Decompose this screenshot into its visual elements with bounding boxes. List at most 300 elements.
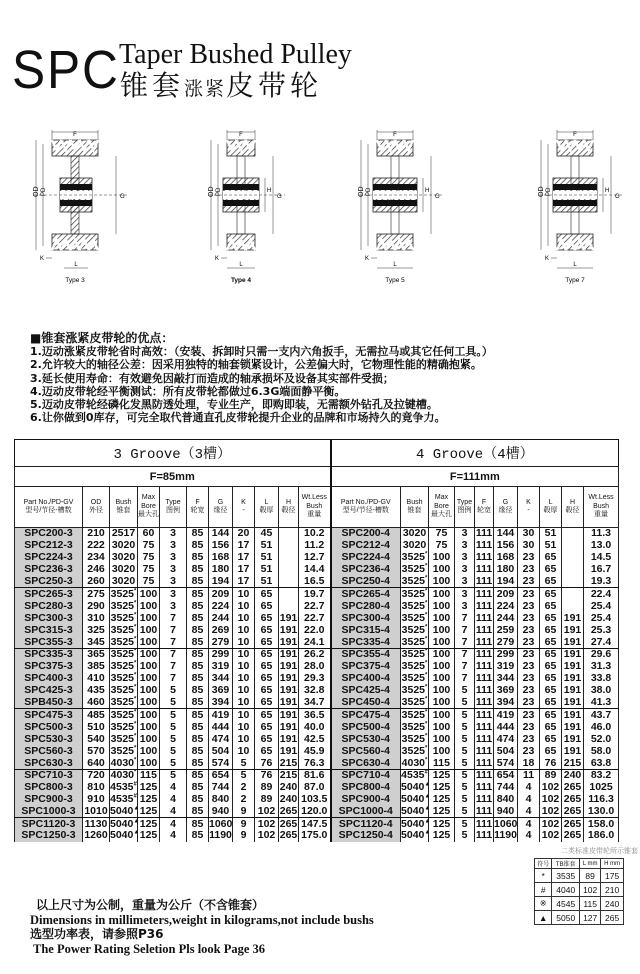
k-value: 5: [233, 757, 255, 769]
bush-value: 3525*: [401, 551, 428, 564]
type-value: 7: [160, 636, 187, 648]
part-number: SPC710-4: [331, 769, 401, 781]
h-value: [562, 576, 584, 588]
table-row: [15, 636, 619, 648]
k-value: 23: [518, 588, 540, 600]
h-value: [279, 528, 299, 540]
bush-value: 3525*: [110, 660, 137, 673]
svg-text:H: H: [425, 188, 430, 194]
g-value: 279: [494, 636, 518, 648]
l-value: 65: [255, 733, 279, 745]
l-value: 65: [255, 673, 279, 685]
f-value: 85: [187, 552, 209, 564]
type-value: 7: [160, 624, 187, 636]
l-value: 65: [540, 552, 562, 564]
bush-value: 5040▲: [110, 804, 140, 817]
max-bore-value: 125: [429, 818, 455, 830]
h-value: 191: [279, 684, 298, 697]
part-number: SPC500-4: [331, 721, 401, 733]
k-value: 23: [518, 721, 540, 733]
l-value: 65: [540, 745, 562, 757]
f-value: 111: [475, 527, 493, 540]
g-value: 299: [209, 648, 233, 660]
g-value: 394: [494, 697, 518, 709]
h-value: 191: [279, 720, 298, 733]
svg-text:G: G: [277, 194, 282, 200]
f-value: 85: [187, 757, 209, 769]
f-value: 85: [187, 528, 209, 540]
weight-value: 33.8: [584, 673, 619, 685]
weight-value: 43.7: [584, 709, 619, 721]
type-value: 5: [455, 794, 475, 806]
type-value: 5: [160, 697, 187, 709]
type-value: 5: [160, 769, 187, 781]
table-row: [15, 733, 619, 745]
table-row: [15, 576, 619, 588]
l-value: 51: [255, 552, 279, 564]
h-value: 191: [279, 623, 298, 636]
f-value: 85: [187, 612, 209, 624]
k-value: 23: [518, 697, 540, 709]
g-value: 444: [209, 721, 233, 733]
l-value: 65: [540, 576, 562, 588]
od-value: 385: [83, 661, 110, 673]
max-bore-value: 75: [138, 540, 160, 552]
h-value: [562, 600, 584, 612]
k-value: 9: [233, 830, 255, 842]
f-value: 85: [187, 830, 209, 842]
f-value: 111: [475, 672, 493, 685]
part-number: SPC200-4: [331, 528, 401, 540]
part-number: SPC900-4: [331, 794, 401, 806]
weight-value: 147.5: [299, 818, 331, 830]
svg-text:PD: PD: [41, 187, 47, 196]
bush-value: 3525*: [110, 708, 137, 721]
type-value: 5: [455, 818, 475, 830]
bush-value: 5040▲: [401, 804, 431, 817]
max-bore-value: 100: [138, 673, 160, 685]
part-number: SPC425-3: [15, 685, 83, 697]
g-value: 224: [494, 600, 518, 612]
title-chinese: [120, 70, 322, 105]
od-value: 720: [83, 769, 110, 781]
max-bore-value: 100: [138, 709, 160, 721]
svg-text:K: K: [40, 256, 45, 262]
l-value: 65: [255, 600, 279, 612]
bush-value: 3020: [401, 540, 429, 552]
g-value: 419: [494, 709, 518, 721]
part-number: SPC335-4: [331, 636, 401, 648]
type-value: 5: [160, 721, 187, 733]
part-number: SPC500-3: [15, 721, 83, 733]
g-value: 224: [209, 600, 233, 612]
table-row: [15, 600, 619, 612]
h-value: [279, 588, 299, 600]
h-value: 265: [279, 817, 298, 830]
legend-table: [534, 858, 624, 925]
weight-value: 87.0: [299, 781, 331, 793]
g-value: 209: [209, 588, 233, 600]
pulley-drawing-type-7: [535, 130, 640, 295]
f-value: 85: [187, 709, 209, 721]
type-value: 5: [455, 830, 475, 842]
pulley-section-icon: [30, 130, 140, 295]
g-value: 369: [209, 685, 233, 697]
type-value: 7: [455, 636, 475, 648]
max-bore-value: 100: [138, 685, 160, 697]
k-value: 23: [518, 733, 540, 745]
weight-value: 29.6: [584, 648, 619, 660]
weight-value: 42.5: [299, 733, 331, 745]
h-value: 191: [562, 661, 584, 673]
svg-text:G: G: [615, 194, 620, 200]
svg-text:G: G: [435, 194, 440, 200]
table-row: [15, 528, 619, 540]
svg-text:Type 3: Type 3: [65, 277, 85, 284]
type-value: 4: [160, 806, 187, 818]
l-value: 51: [255, 576, 279, 588]
type-value: 3: [160, 552, 187, 564]
weight-value: 19.7: [299, 588, 331, 600]
column-header: H 毂径: [562, 487, 584, 528]
g-value: 168: [209, 552, 233, 564]
k-value: 23: [518, 685, 540, 697]
l-value: 65: [540, 600, 562, 612]
type-value: 5: [455, 697, 475, 709]
svg-text:F: F: [239, 132, 243, 138]
type-value: 5: [455, 733, 475, 745]
type-value: 3: [455, 576, 475, 588]
k-value: 17: [233, 540, 255, 552]
g-value: 168: [494, 552, 518, 564]
column-header: G 缘径: [494, 487, 518, 528]
l-value: 65: [540, 588, 562, 600]
type-value: 7: [455, 624, 475, 636]
bush-value: 4535#: [110, 793, 137, 806]
bush-value: 3525*: [401, 587, 428, 600]
bush-value: 5040▲: [110, 817, 140, 830]
weight-value: 38.0: [584, 685, 619, 697]
bush-value: 3525*: [401, 611, 428, 624]
h-value: 191: [562, 745, 584, 757]
type-value: 7: [160, 673, 187, 685]
k-value: 17: [233, 552, 255, 564]
weight-value: 31.3: [584, 661, 619, 673]
type-value: 7: [455, 612, 475, 624]
max-bore-value: 125: [138, 818, 160, 830]
part-number: SPC335-3: [15, 648, 83, 660]
max-bore-value: 75: [138, 576, 160, 588]
max-bore-value: 100: [429, 733, 455, 745]
f-value: 111: [475, 781, 493, 794]
weight-value: 36.5: [299, 709, 331, 721]
l-value: 45: [255, 528, 279, 540]
g-value: 180: [209, 564, 233, 576]
part-number: SPC630-3: [15, 757, 83, 769]
h-value: 240: [562, 769, 584, 781]
part-number: SPC212-4: [331, 540, 401, 552]
svg-text:L: L: [573, 262, 577, 268]
bush-value: 3020: [110, 552, 138, 564]
od-value: 260: [83, 576, 110, 588]
table-row: [15, 818, 619, 830]
bush-value: 5040▲: [110, 829, 140, 842]
weight-value: 14.5: [584, 552, 619, 564]
g-value: 344: [494, 673, 518, 685]
bush-value: 3525*: [401, 732, 428, 745]
legend-row: [535, 869, 624, 883]
weight-value: 1025: [584, 781, 619, 793]
groove3-title: 3 Groove（3槽）: [15, 440, 331, 467]
k-value: 10: [233, 636, 255, 648]
weight-value: 63.8: [584, 757, 619, 769]
max-bore-value: 125: [429, 806, 455, 818]
part-number: SPC1000-4: [331, 806, 401, 818]
max-bore-value: 75: [138, 564, 160, 576]
g-value: 419: [209, 709, 233, 721]
bush-value: 3525*: [401, 696, 428, 709]
bush-value: 3525*: [110, 684, 137, 697]
l-value: 89: [540, 769, 562, 781]
part-number: SPC800-4: [331, 781, 401, 793]
od-value: 310: [83, 612, 110, 624]
weight-value: 25.3: [584, 624, 619, 636]
table-row: [15, 648, 619, 660]
l-value: 65: [540, 697, 562, 709]
svg-text:OD: OD: [358, 186, 365, 197]
type-value: 5: [455, 781, 475, 793]
weight-value: 16.7: [584, 564, 619, 576]
part-number: SPC1250-3: [15, 830, 83, 842]
column-header: Max Bore 最大孔: [429, 487, 455, 528]
h-value: 191: [562, 648, 584, 660]
h-value: 191: [562, 697, 584, 709]
bush-value: 3525*: [110, 720, 137, 733]
part-number: SPC425-4: [331, 685, 401, 697]
part-number: SPC212-3: [15, 540, 83, 552]
type-value: 3: [455, 564, 475, 576]
l-value: 65: [540, 564, 562, 576]
k-value: 4: [518, 794, 540, 806]
k-value: 2: [233, 781, 255, 793]
advantage-item: 3.延长使用寿命：有效避免因敲打而造成的轴承损坏及设备其实部件受损；: [30, 371, 394, 385]
k-value: 23: [518, 612, 540, 624]
l-value: 76: [255, 757, 279, 769]
k-value: 4: [518, 781, 540, 793]
legend-row: [535, 897, 624, 911]
table-row: [15, 624, 619, 636]
h-value: [562, 552, 584, 564]
l-value: 65: [540, 624, 562, 636]
max-bore-value: 125: [429, 781, 455, 793]
g-value: 319: [209, 661, 233, 673]
weight-value: 41.3: [584, 697, 619, 709]
column-header: OD 外径: [83, 487, 110, 528]
max-bore-value: 100: [429, 661, 455, 673]
l-value: 102: [255, 806, 279, 818]
weight-value: 22.0: [299, 624, 331, 636]
od-value: 222: [83, 540, 110, 552]
h-value: 215: [279, 756, 298, 769]
pulley-drawings: [30, 130, 630, 300]
od-value: 435: [83, 685, 110, 697]
pulley-drawing-type-4: [205, 130, 315, 295]
l-value: 65: [255, 685, 279, 697]
f-value: 111: [475, 575, 493, 588]
weight-value: 120.0: [299, 806, 331, 818]
h-value: 191: [279, 672, 298, 685]
column-header: Wt.Less Bush 重量: [299, 487, 331, 528]
svg-text:Type 5: Type 5: [385, 277, 405, 284]
k-value: 23: [518, 673, 540, 685]
g-value: 1060: [209, 817, 233, 830]
weight-value: 29.3: [299, 673, 331, 685]
k-value: 23: [518, 648, 540, 660]
h-value: 191: [279, 660, 298, 673]
type-value: 3: [455, 588, 475, 600]
type-value: 3: [455, 552, 475, 564]
bush-value: 3525*: [110, 672, 137, 685]
h-value: 240: [279, 793, 298, 806]
table-row: [15, 769, 619, 781]
g-value: 940: [209, 806, 233, 818]
weight-value: 16.5: [299, 576, 331, 588]
g-value: 504: [494, 745, 518, 757]
f-value: 85: [187, 624, 209, 636]
l-value: 65: [540, 648, 562, 660]
bush-value: 3525*: [401, 672, 428, 685]
part-number: SPC1120-4: [331, 818, 401, 830]
l-value: 65: [255, 612, 279, 624]
l-value: 89: [255, 781, 279, 793]
bush-value: 3525*: [110, 587, 137, 600]
f-value: 111: [475, 769, 493, 782]
column-header: F 轮宽: [475, 487, 494, 528]
weight-value: 11.3: [584, 528, 619, 540]
bush-value: 3525*: [401, 708, 428, 721]
part-number: SPC265-4: [331, 588, 401, 600]
svg-text:F: F: [393, 132, 397, 138]
type-value: 5: [160, 685, 187, 697]
weight-value: 116.3: [584, 794, 619, 806]
weight-value: 12.7: [299, 552, 331, 564]
max-bore-value: 125: [429, 830, 455, 842]
g-value: 1190: [494, 829, 517, 842]
l-value: 102: [540, 818, 562, 830]
type-value: 3: [160, 564, 187, 576]
part-number: SPC300-4: [331, 612, 401, 624]
h-value: 191: [562, 624, 584, 636]
column-header: Type 图例: [455, 487, 475, 528]
weight-value: 22.7: [299, 612, 331, 624]
table-row: [15, 661, 619, 673]
table-row: [15, 588, 619, 600]
h-value: 191: [279, 648, 298, 661]
od-value: 325: [83, 624, 110, 636]
note-units-zh: 以上尺寸为公制，重量为公斤（不含锥套）: [36, 898, 265, 912]
bush-value: 3525*: [401, 744, 428, 757]
f-value: 111: [475, 539, 493, 552]
h-value: 191: [279, 708, 298, 721]
od-value: 275: [83, 588, 110, 600]
table-row: [15, 709, 619, 721]
g-value: 744: [494, 781, 518, 793]
note-power-zh: 选型功率表，请参照P36: [30, 927, 164, 941]
k-value: 23: [518, 576, 540, 588]
f-value: 111: [475, 756, 493, 769]
k-value: 23: [518, 709, 540, 721]
table-row: [15, 612, 619, 624]
title-zh-2: 涨紧: [184, 78, 227, 100]
g-value: 1190: [209, 829, 232, 842]
k-value: 11: [518, 769, 540, 781]
type-value: 3: [455, 600, 475, 612]
spec-table: [14, 439, 619, 842]
table-row: [15, 806, 619, 818]
k-value: 4: [518, 806, 540, 818]
g-value: 574: [494, 757, 518, 769]
advantage-item: 4.迈动皮带轮经平衡测试：所有皮带轮都做过6.3G端面静平衡。: [30, 384, 346, 398]
g-value: 259: [494, 624, 518, 636]
part-number: SPC250-4: [331, 576, 401, 588]
max-bore-value: 100: [429, 685, 455, 697]
type-value: 5: [455, 769, 475, 781]
table-row: [15, 564, 619, 576]
max-bore-value: 100: [138, 588, 160, 600]
max-bore-value: 75: [429, 540, 455, 552]
groove4-title: 4 Groove（4槽）: [331, 440, 619, 467]
type-value: 5: [455, 685, 475, 697]
legend-bush: 4545: [552, 897, 580, 911]
legend-bush: 4040: [552, 883, 580, 897]
l-value: 65: [540, 673, 562, 685]
legend-bush: 3535: [552, 869, 580, 883]
f-value: 85: [187, 685, 209, 697]
g-value: 940: [494, 806, 518, 818]
k-value: 10: [233, 661, 255, 673]
l-value: 102: [540, 781, 562, 793]
legend-header: 符号: [535, 859, 552, 869]
f-value: 85: [187, 806, 209, 818]
max-bore-value: 100: [138, 733, 160, 745]
bush-value: 3525*: [110, 744, 137, 757]
g-value: 319: [494, 661, 518, 673]
f-value: 111: [475, 793, 493, 806]
h-value: [562, 588, 584, 600]
type-value: 5: [455, 709, 475, 721]
part-number: SPC265-3: [15, 588, 83, 600]
bush-value: 5040▲: [401, 781, 431, 794]
legend-header: H mm: [601, 859, 624, 869]
max-bore-value: 125: [429, 769, 455, 781]
max-bore-value: 115: [138, 769, 160, 781]
k-value: 10: [233, 685, 255, 697]
od-value: 365: [83, 648, 110, 660]
part-number: SPC475-4: [331, 709, 401, 721]
h-value: 265: [279, 829, 298, 842]
l-value: 65: [540, 661, 562, 673]
max-bore-value: 100: [429, 697, 455, 709]
k-value: 23: [518, 636, 540, 648]
max-bore-value: 100: [429, 576, 455, 588]
pulley-section-icon: [355, 130, 465, 295]
h-value: 265: [562, 818, 584, 830]
h-value: 265: [562, 806, 584, 818]
table-row: [15, 757, 619, 769]
l-value: 65: [540, 685, 562, 697]
svg-text:PD: PD: [546, 187, 552, 196]
type-value: 7: [160, 612, 187, 624]
